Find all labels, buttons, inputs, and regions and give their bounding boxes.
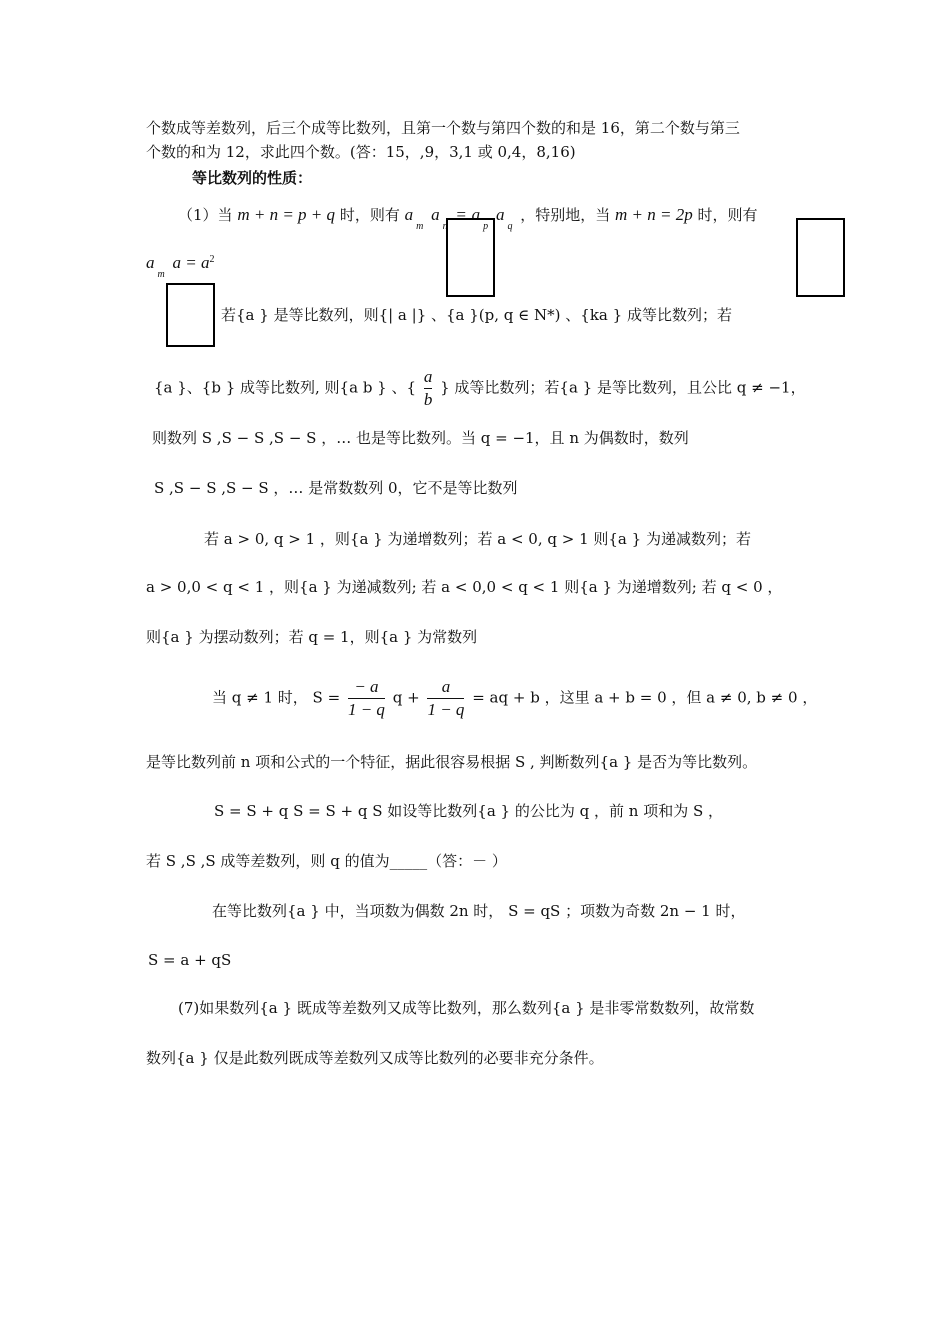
property-1-special: ，特别地，当 — [520, 206, 611, 224]
sum-formula-suffix: = aq + b ，这里 a + b = 0 ，但 a ≠ 0, b ≠ 0 ， — [472, 688, 818, 707]
property-1-then-2: 时，则有 — [697, 206, 758, 224]
fraction-a-over-b — [424, 366, 433, 411]
property-15-line: (7)如果数列{a } 既成等差数列又成等比数列，那么数列{a } 是非零常数数列，故常数 — [178, 999, 755, 1017]
property-1-then: 时，则有 — [339, 206, 400, 224]
sum-formula-prefix: 当 q ≠ 1 时， S = — [212, 688, 341, 707]
fraction-1-denominator: 1 − q — [347, 700, 385, 719]
fraction-denominator: b — [423, 390, 433, 409]
property-12-line: 若 S ,S ,S 成等差数列，则 q 的值为_____（答：－ ） — [146, 852, 507, 870]
property-3-text-a: {a }、{b } 成等比数列, 则{a b } 、{ — [154, 378, 417, 397]
fraction-numerator: a — [424, 366, 433, 389]
fraction-2-denominator: 1 − q — [427, 700, 465, 719]
term-a: a — [146, 253, 155, 272]
sub-m-2: m — [157, 269, 165, 280]
fraction-1-numerator: − a — [348, 676, 385, 699]
section-heading: 等比数列的性质： — [192, 169, 313, 187]
empty-box-3 — [166, 283, 215, 347]
empty-box-2 — [796, 218, 845, 297]
fraction-1 — [348, 676, 385, 721]
fraction-2 — [427, 676, 464, 721]
property-7-line: a > 0,0 < q < 1 ，则{a } 为递减数列; 若 a < 0,0 < q < 1 则{a } 为递增数列; 若 q < 0 ， — [146, 578, 783, 596]
property-4-line: 则数列 S ,S − S ,S − S ，… 也是等比数列。当 q = −1，且 n 为偶数时，数列 — [152, 429, 689, 447]
fraction-2-numerator: a — [427, 676, 464, 699]
sum-formula-line — [212, 676, 817, 721]
property-1-condition-2: m + n = 2p — [615, 205, 693, 224]
sum-formula-mid: q + — [392, 688, 420, 707]
sub-m: m — [416, 221, 424, 232]
intro-line-1: 个数成等差数列，后三个成等比数列，且第一个数与第四个数的和是 16，第二个数与第三 — [146, 119, 740, 137]
property-1-formula-2 — [146, 253, 215, 280]
property-1-label: （1）当 — [178, 206, 233, 224]
property-16-line: 数列{a } 仅是此数列既成等差数列又成等比数列的必要非充分条件。 — [146, 1049, 604, 1067]
property-8-line: 则{a } 为摆动数列；若 q = 1，则{a } 为常数列 — [146, 628, 478, 646]
property-1-condition: m + n = p + q — [237, 205, 336, 224]
property-5-line: S ,S − S ,S − S ，… 是常数数列 0，它不是等比数列 — [154, 479, 518, 497]
term-a-m: a — [404, 205, 414, 224]
sub-p: p — [483, 221, 489, 232]
property-3-line — [154, 366, 806, 411]
superscript-2: 2 — [209, 254, 215, 265]
property-2-line: 若{a } 是等比数列，则{| a |} 、{a }(p, q ∈ N*) 、{ka } 成等比数列；若 — [221, 306, 732, 324]
equation-rhs: a = a — [172, 253, 210, 272]
sub-q: q — [507, 221, 513, 232]
equals-sign: = — [455, 205, 467, 224]
property-11-line: S = S + q S = S + q S 如设等比数列{a } 的公比为 q ，前 n 项和为 S ， — [214, 802, 724, 820]
property-6-line: 若 a > 0, q > 1 ，则{a } 为递增数列；若 a < 0, q > 1 则{a } 为递减数列；若 — [204, 530, 751, 548]
term-a-q: a — [495, 205, 505, 224]
intro-line-2: 个数的和为 12，求此四个数。(答：15，,9，3,1 或 0,4，8,16) — [146, 143, 576, 161]
property-14-line: S = a + qS — [148, 951, 232, 969]
property-3-text-b: } 成等比数列；若{a } 是等比数列，且公比 q ≠ −1， — [440, 378, 806, 397]
property-10-line: 是等比数列前 n 项和公式的一个特征，据此很容易根据 S , 判断数列{a } 是否为等比数列。 — [146, 753, 758, 771]
property-13-line: 在等比数列{a } 中，当项数为偶数 2n 时， S = qS ；项数为奇数 2n − 1 时， — [212, 902, 746, 920]
empty-box-1 — [446, 218, 495, 297]
term-a-n: a — [431, 205, 440, 224]
sub-n: n — [442, 221, 448, 232]
term-a-p: a — [471, 205, 481, 224]
